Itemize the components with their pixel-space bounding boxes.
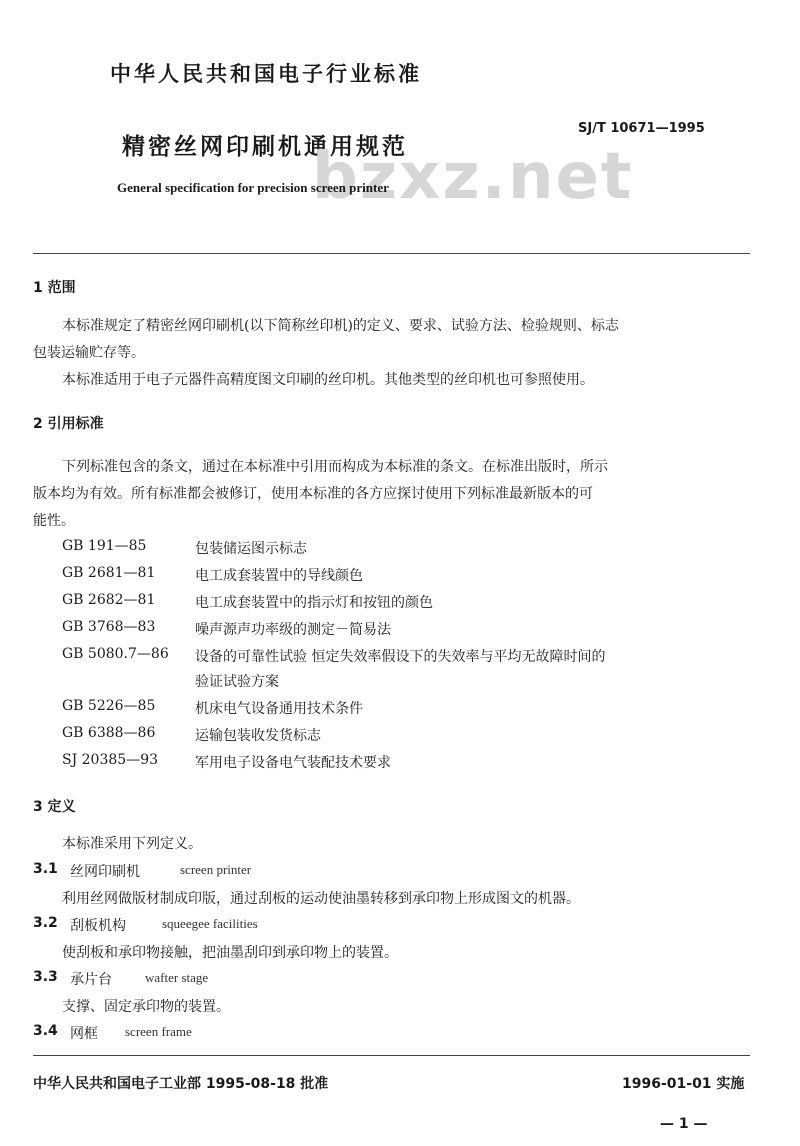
ref-code: GB 2681—81 <box>62 565 156 581</box>
ref-code: SJ 20385—93 <box>62 752 159 768</box>
definition-term: 网框 <box>70 1026 98 1042</box>
effective-date: 1996-01-01 实施 <box>622 1076 745 1092</box>
section-1-para-2: 本标准适用于电子元器件高精度图文印刷的丝印机。其他类型的丝印机也可参照使用。 <box>62 372 594 388</box>
definition-term-en: screen frame <box>125 1024 192 1039</box>
ref-code: GB 6388—86 <box>62 725 156 741</box>
definition-number: 3.1 <box>33 861 58 877</box>
ref-code: GB 2682—81 <box>62 592 156 608</box>
definition-text: 支撑、固定承印物的装置。 <box>62 999 230 1015</box>
standard-category: 中华人民共和国电子行业标准 <box>110 61 422 86</box>
section-2-para-line-3: 能性。 <box>33 513 75 529</box>
ref-title: 机床电气设备通用技术条件 <box>195 701 363 717</box>
document-title: 精密丝网印刷机通用规范 <box>122 133 408 160</box>
section-1-heading: 1 范围 <box>33 280 76 296</box>
definition-text: 利用丝网做版材制成印版，通过刮板的运动使油墨转移到承印物上形成图文的机器。 <box>62 891 580 907</box>
definition-term: 丝网印刷机 <box>70 864 140 880</box>
definition-term-en: squeegee facilities <box>162 916 258 931</box>
definition-term-en: wafter stage <box>145 970 209 985</box>
ref-code: GB 5226—85 <box>62 698 156 714</box>
page-number: — 1 — <box>660 1116 708 1132</box>
section-1-para-1-line-2: 包装运输贮存等。 <box>33 345 145 361</box>
definition-number: 3.4 <box>33 1023 58 1039</box>
standard-number: SJ/T 10671—1995 <box>578 121 705 136</box>
ref-title: 运输包装收发货标志 <box>195 728 321 744</box>
definition-number: 3.3 <box>33 969 58 985</box>
section-3-intro: 本标准采用下列定义。 <box>62 836 202 852</box>
section-2-para-line-2: 版本均为有效。所有标准都会被修订，使用本标准的各方应探讨使用下列标准最新版本的可 <box>33 486 593 502</box>
ref-code: GB 5080.7—86 <box>62 646 169 662</box>
ref-title: 军用电子设备电气装配技术要求 <box>195 755 391 771</box>
ref-title: 噪声源声功率级的测定－简易法 <box>195 622 391 638</box>
ref-code: GB 3768—83 <box>62 619 156 635</box>
ref-title: 包装储运图示标志 <box>195 541 307 557</box>
header-divider <box>33 253 750 254</box>
document-title-en: General specification for precision screen printer <box>117 180 389 195</box>
definition-term: 刮板机构 <box>70 918 126 934</box>
watermark: bzxz.net <box>312 140 634 214</box>
definition-term: 承片台 <box>70 972 112 988</box>
section-2-para-line-1: 下列标准包含的条文，通过在本标准中引用而构成为本标准的条文。在标准出版时，所示 <box>62 459 608 475</box>
ref-title: 设备的可靠性试验 恒定失效率假设下的失效率与平均无故障时间的 <box>195 649 606 665</box>
section-1-para-1-line-1: 本标准规定了精密丝网印刷机(以下简称丝印机)的定义、要求、试验方法、检验规则、标志 <box>62 318 619 334</box>
section-3-heading: 3 定义 <box>33 799 76 815</box>
definition-text: 使刮板和承印物接触，把油墨刮印到承印物上的装置。 <box>62 945 398 961</box>
ref-code: GB 191—85 <box>62 538 147 554</box>
ref-title-continued: 验证试验方案 <box>195 674 279 690</box>
definition-term-en: screen printer <box>180 862 252 877</box>
ref-title: 电工成套装置中的指示灯和按钮的颜色 <box>195 595 433 611</box>
section-2-heading: 2 引用标准 <box>33 416 104 432</box>
ref-title: 电工成套装置中的导线颜色 <box>195 568 363 584</box>
definition-number: 3.2 <box>33 915 58 931</box>
footer-divider <box>33 1055 750 1056</box>
approval-note: 中华人民共和国电子工业部 1995-08-18 批准 <box>33 1076 329 1092</box>
